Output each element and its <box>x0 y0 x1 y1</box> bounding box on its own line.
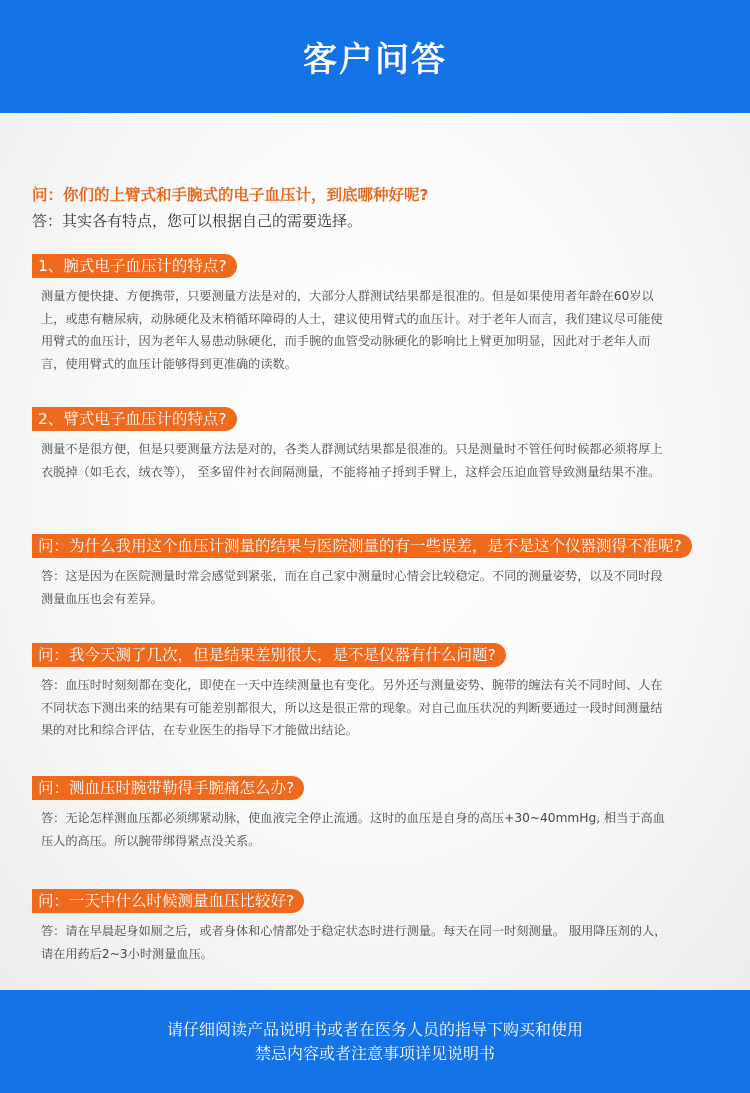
faq-section-cuff-pain <box>32 776 722 852</box>
page-header <box>0 0 750 113</box>
section-title: 2、臂式电子血压计的特点? <box>32 407 237 431</box>
page-title: 客户问答 <box>303 40 447 80</box>
section-body: 答：请在早晨起身如厕之后，或者身体和心情都处于稳定状态时进行测量。每天在同一时刻测量。 服用降压剂的人，请在用药后2~3小时测量血压。 <box>41 924 667 961</box>
faq-section-best-time <box>32 889 722 965</box>
faq-content <box>0 113 750 990</box>
footer-notice-line-1: 请仔细阅读产品说明书或者在医务人员的指导下购买和使用 <box>166 1019 583 1039</box>
section-body: 测量不是很方便，但是只要测量方法是对的，各类人群测试结果都是很准的。只是测量时不管任何时候都必须将厚上衣脱掉（如毛衣，绒衣等）， 至多留件衬衣间隔测量，不能将袖子捋到手臂上，这样会压迫血管导致测量结果不准。 <box>41 442 663 479</box>
section-body: 答：血压时时刻刻都在变化，即使在一天中连续测量也有变化。另外还与测量姿势、腕带的缠法有关不同时间、人在不同状态下测出来的结果有可能差别都很大，所以这是很正常的现象。对自己血压状况的判断要通过一段时间测量结果的对比和综合评估，在专业医生的指导下才能做出结论。 <box>41 678 663 737</box>
section-body: 答：这是因为在医院测量时常会感觉到紧张，而在自己家中测量时心情会比较稳定。不同的测量姿势，以及不同时段测量血压也会有差异。 <box>41 569 663 606</box>
section-title: 问：测血压时腕带勒得手腕痛怎么办? <box>32 776 304 800</box>
faq-section-arm <box>32 407 722 483</box>
section-body: 答：无论怎样测血压都必须绑紧动脉，使血液完全停止流通。这时的血压是自身的高压+30~40mmHg, 相当于高血压人的高压。所以腕带绑得紧点没关系。 <box>41 811 665 848</box>
footer-notice-line-2: 禁忌内容或者注意事项详见说明书 <box>254 1043 495 1063</box>
section-body: 测量方便快捷、方便携带，只要测量方法是对的，大部分人群测试结果都是很准的。但是如果使用者年龄在60岁以上，或患有糖尿病，动脉硬化及末梢循环障碍的人士，建议使用臂式的血压计。对于老年人而言，我们建议尽可能使用臂式的血压计，因为老年人易患动脉硬化，而手腕的血管受动脉硬化的影响比上臂更加明显，因此对于老年人而言，使用臂式的血压计能够得到更准确的读数。 <box>41 289 663 371</box>
faq-section-varying-results <box>32 643 722 742</box>
page-footer <box>0 990 750 1093</box>
faq-section-hospital-difference <box>32 534 722 610</box>
intro-question: 问：你们的上臂式和手腕式的电子血压计，到底哪种好呢? <box>32 186 429 204</box>
section-title: 1、腕式电子血压计的特点? <box>32 254 237 278</box>
section-title: 问：为什么我用这个血压计测量的结果与医院测量的有一些误差，是不是这个仪器测得不准呢? <box>32 534 692 558</box>
section-title: 问：一天中什么时候测量血压比较好? <box>32 889 304 913</box>
intro-answer: 答：其实各有特点，您可以根据自己的需要选择。 <box>32 212 363 230</box>
faq-section-wrist <box>32 254 722 375</box>
section-title: 问：我今天测了几次，但是结果差别很大，是不是仪器有什么问题? <box>32 643 506 667</box>
